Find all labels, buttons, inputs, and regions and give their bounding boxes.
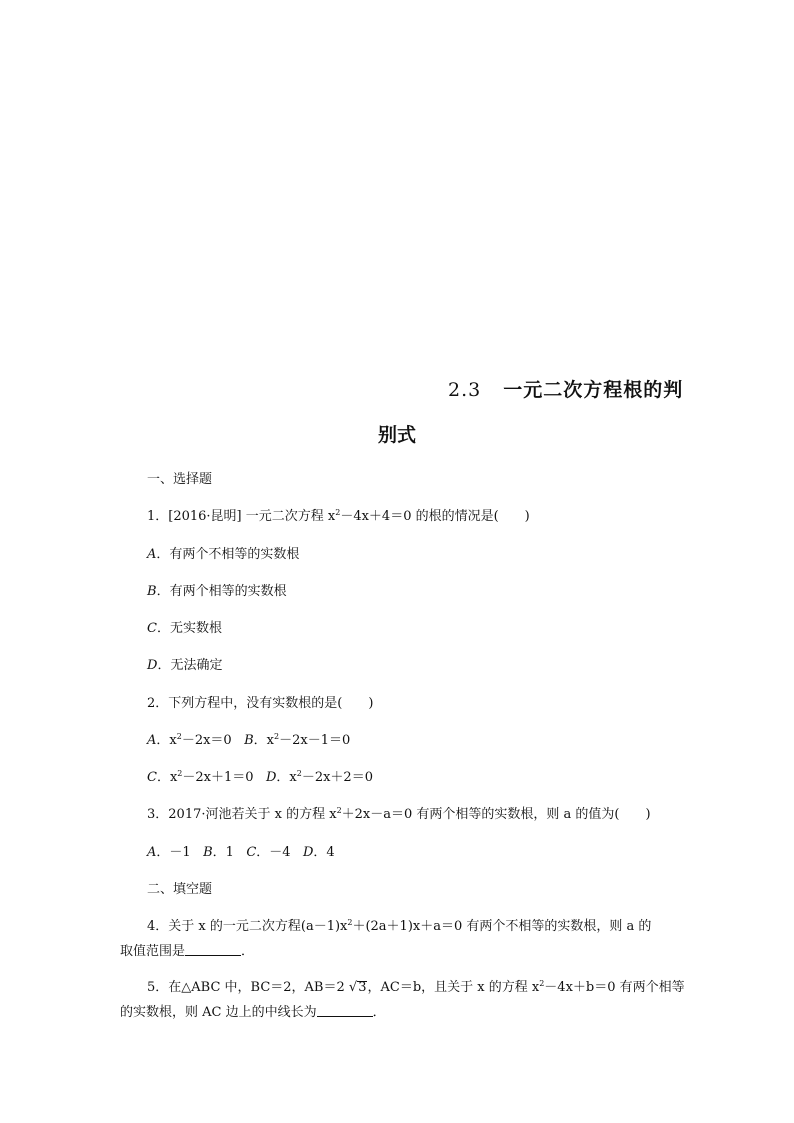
question-2-options-ab: A．$x^2-2x=0$ B．$x^2-2x-1=0$	[147, 732, 351, 748]
question-4-line1: 4．关于 x 的一元二次方程$(a-1)x^2+(2a+1)x+a=0$ 有两个不相等的实数根，则 a 的	[147, 918, 652, 934]
question-2-options-cd: C．$x^2-2x+1=0$ D．$x^2-2x+2=0$	[147, 769, 373, 785]
answer-blank[interactable]	[185, 943, 241, 956]
question-2-stem: 2．下列方程中，没有实数根的是( )	[147, 696, 374, 711]
title-text-line1: 一元二次方程根的判	[503, 379, 684, 401]
question-5-line1: 5．在△ABC 中，BC＝2，AB＝2 √3，AC＝b，且关于 x 的方程 $x^2-4x+b=0$ 有两个相等	[147, 979, 685, 995]
section-heading-fill: 二、填空题	[147, 882, 213, 897]
question-3-options: A．－1 B．1 C．－4 D．4	[147, 845, 335, 860]
section-heading-choice: 一、选择题	[147, 472, 213, 487]
answer-blank[interactable]	[317, 1004, 373, 1017]
sqrt-symbol: √3	[348, 980, 367, 995]
title-text-line2: 别式	[378, 424, 417, 446]
question-1-stem: 1．[2016·昆明] 一元二次方程 $x^2-4x+4=0$ 的根的情况是( )	[147, 508, 530, 524]
question-3-stem: 3．2017·河池若关于 x 的方程 $x^2+2x-a=0$ 有两个相等的实数根，则 a 的值为( )	[147, 806, 651, 822]
question-1-option-b: B．有两个相等的实数根	[147, 584, 287, 599]
question-1-option-d: D．无法确定	[147, 658, 223, 673]
title-number: 2.3	[448, 379, 482, 401]
question-1-option-a: A．有两个不相等的实数根	[147, 547, 300, 562]
question-5-line2: 的实数根，则 AC 边上的中线长为 ．	[120, 1005, 386, 1020]
section-title	[448, 375, 683, 402]
question-4-line2: 取值范围是 ．	[120, 944, 255, 959]
question-1-option-c: C．无实数根	[147, 621, 222, 636]
